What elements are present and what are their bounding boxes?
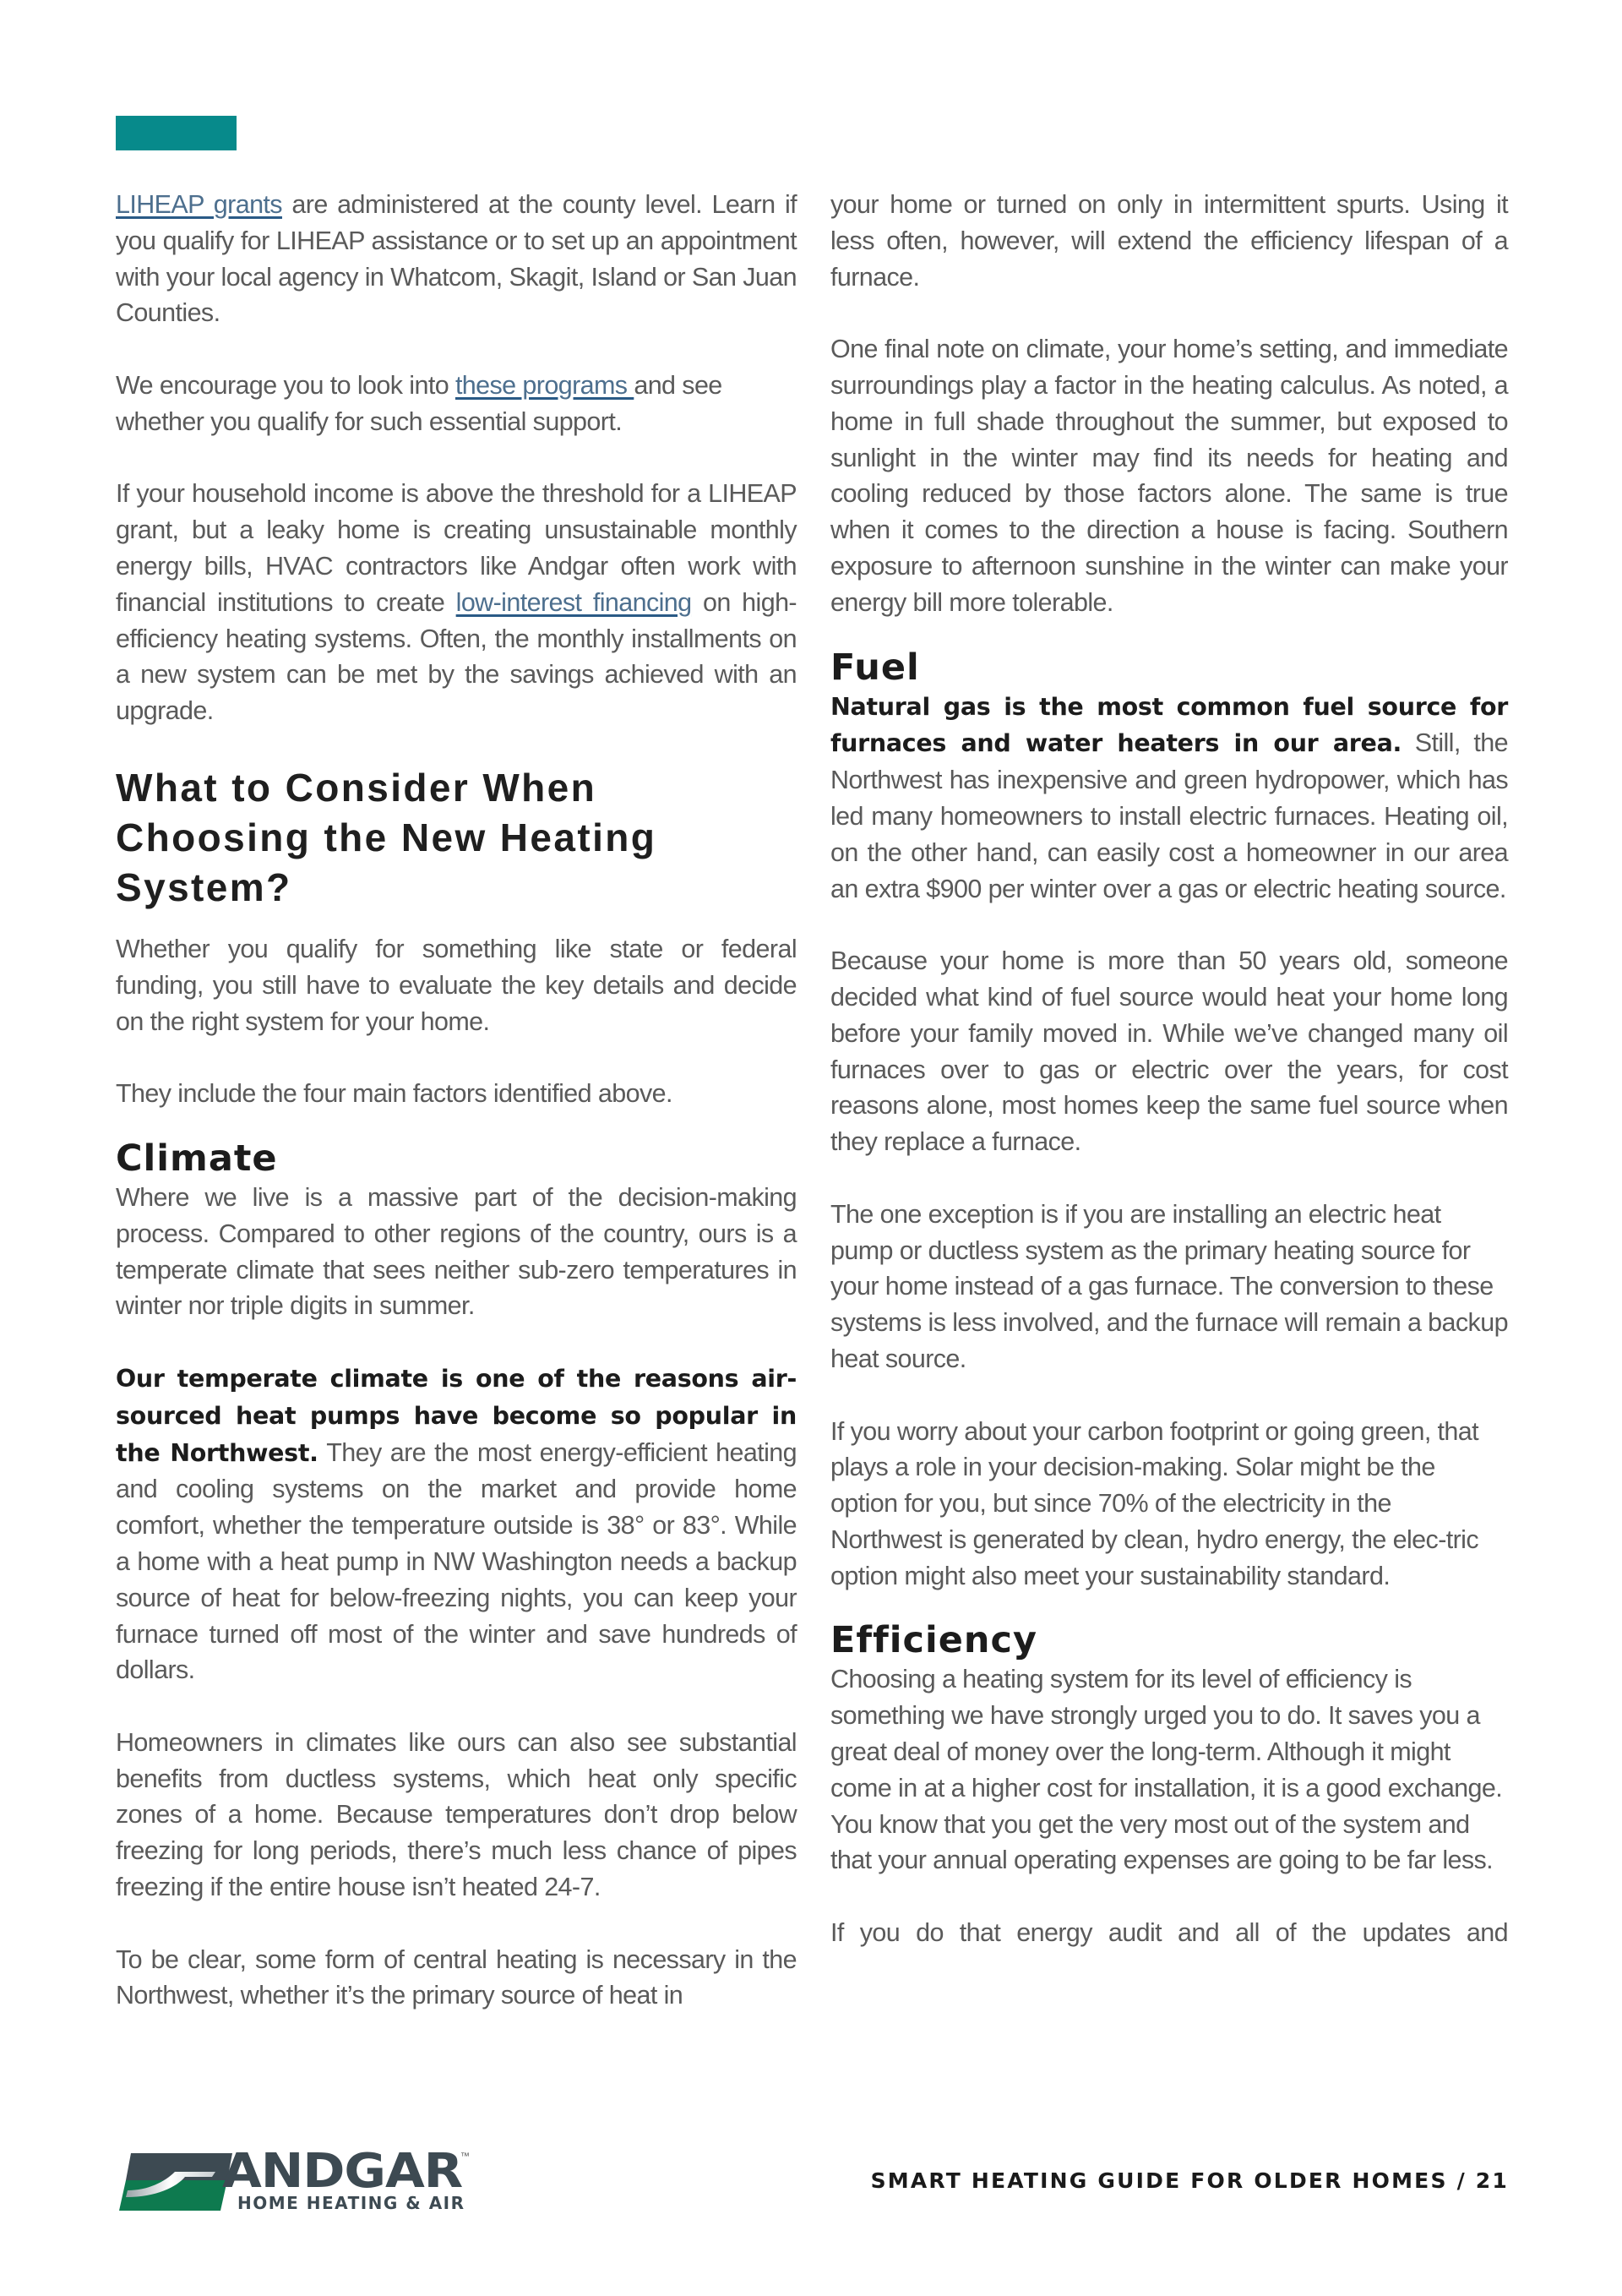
efficiency-heading: Efficiency [830,1619,1038,1662]
liheap-paragraph [116,187,797,331]
climate-heading: Climate [116,1137,278,1180]
climate-paragraph-2 [116,1361,797,1688]
programs-paragraph-lead: We encourage you to look into [116,370,455,400]
left-column [116,187,797,2014]
financing-paragraph-lead: If your household income is above the threshold for a LIHEAP grant, but a leaky home is creating unsustainable monthly energy bills, HVAC contractors like Andgar often work with financial institutions to create [116,479,797,617]
financing-paragraph [116,476,797,729]
factors-paragraph: They include the four main factors identified above. [116,1079,672,1109]
fuel-bold-lead: Natural gas is the most common fuel source for furnaces and water heaters in our area. [830,692,1508,758]
logo-tagline: HOME HEATING & AIR [237,2193,465,2213]
fuel-paragraph-2: Because your home is more than 50 years old, someone decided what kind of fuel source would heat your home long before your family moved in. While we’ve changed many oil furnaces over to gas or electric over the years, for cost reasons alone, most homes keep the same fuel source when they replace a furnace. [830,946,1508,1157]
fuel-paragraph-1-text: Still, the Northwest has inexpensive and green hydropower, which has led many homeowners to install electric furnaces. Heating oil, on the other hand, can easily cost a homeowner in our area an extra $900 per winter over a gas or electric heating source. [830,728,1508,903]
furnace-lifespan-paragraph: your home or turned on only in intermittent spurts. Using it less often, however, will extend the efficiency lifespan of a furnace. [830,190,1508,292]
climate-paragraph-4: To be clear, some form of central heating is necessary in the Northwest, whether it’s the primary source of heat in [116,1944,797,2010]
climate-bold-lead: Our temperate climate is one of the reasons air-sourced heat pumps have become so popular in the Northwest. [116,1364,797,1467]
climate-paragraph-3: Homeowners in climates like ours can also see substantial benefits from ductless systems, which heat only specific zones of a home. Because temperatures don’t drop below freezing for long periods, there’s much less chance of pipes freezing if the entire house isn’t heated 24-7. [116,1727,797,1902]
financing-paragraph-tail: on high-efficiency heating systems. Often, the monthly installments on a new system can be met by the savings achieved with an upgrade. [116,587,797,726]
programs-paragraph [116,368,797,440]
logo-trademark: ™ [460,2151,470,2162]
programs-paragraph-tail: and see whether you qualify for such essential support. [116,370,722,436]
climate-paragraph-2-text: They are the most energy-efficient heating and cooling systems on the market and provide home comfort, whether the temperature outside is 38° or 83°. While a home with a heat pump in NW Washington needs a backup source of heat for below-freezing nights, you can keep your furnace turned off most of the winter and save hundreds of dollars. [116,1437,797,1685]
liheap-grants-link[interactable]: LIHEAP grants [116,190,282,219]
section-heading: What to Consider When Choosing the New Heating System? [116,765,657,909]
accent-bar [116,116,237,150]
efficiency-paragraph-2: If you do that energy audit and all of the updates and [830,1918,1508,1948]
fuel-paragraph-1 [830,689,1508,908]
qualify-paragraph: Whether you qualify for something like state or federal funding, you still have to evaluate the key details and decide on the right system for your home. [116,934,797,1036]
fuel-paragraph-3: The one exception is if you are installing an electric heat pump or ductless system as the primary heating source for your home instead of a gas furnace. The conversion to these systems is less involved, and the furnace will remain a backup heat source. [830,1199,1508,1373]
efficiency-paragraph-1: Choosing a heating system for its level of efficiency is something we have strongly urged you to do. It saves you a great deal of money over the long-term. Although it might come in at a higher cost for installation, it is a good exchange. You know that you get the very most out of the system and that your annual operating expenses are going to be far less. [830,1665,1503,1875]
liheap-paragraph-text: are administered at the county level. Learn if you qualify for LIHEAP assistance or to set up an appointment with your local agency in Whatcom, Skagit, Island or San Juan Counties. [116,190,797,328]
these-programs-link[interactable]: these programs [454,370,634,400]
home-setting-paragraph: One final note on climate, your home’s setting, and immediate surroundings play a factor in the heating calculus. As noted, a home in full shade throughout the summer, but exposed to sunlight in the winter may find its needs for heating and cooling reduced by those factors alone. The same is true when it comes to the direction a house is facing. Southern exposure to afternoon sunshine in the winter can make your energy bill more tolerable. [830,335,1508,617]
right-column [830,187,1508,1951]
guide-title-page-number: SMART HEATING GUIDE FOR OLDER HOMES / 21 [870,2168,1509,2193]
fuel-heading: Fuel [830,646,920,689]
logo-brand-name: ANDGAR [222,2144,463,2199]
climate-paragraph-1: Where we live is a massive part of the decision-making process. Compared to other regions of the country, ours is a temperate climate that sees neither sub-zero temperatures in winter nor triple digits in summer. [116,1182,797,1321]
andgar-logo [114,2144,477,2213]
andgar-logo-mark-icon [114,2151,232,2212]
fuel-paragraph-4: If you worry about your carbon footprint or going green, that plays a role in your decision-making. Solar might be the option for you, but since 70% of the electricity in the Northwest is generated by clean, hydro energy, the elec-tric option might also meet your sustainability standard. [830,1416,1479,1590]
low-interest-financing-link[interactable]: low-interest financing [455,587,692,617]
